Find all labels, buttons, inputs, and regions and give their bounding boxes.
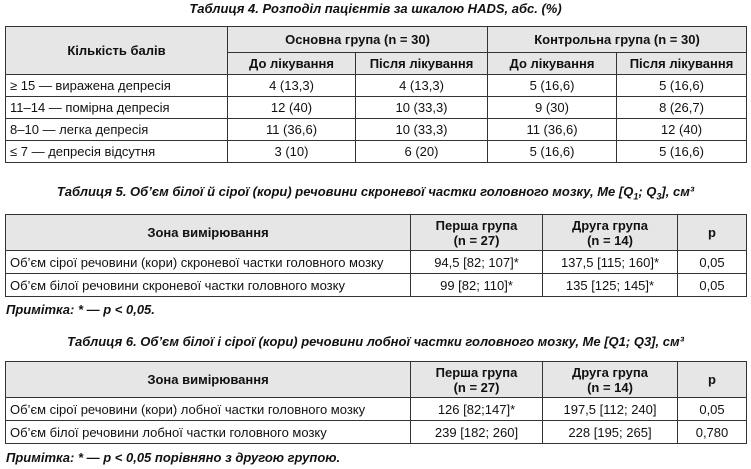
table-row xyxy=(6,398,747,421)
table5-header-zone: Зона вимірювання xyxy=(6,215,411,251)
table5-caption-sub: 1 xyxy=(633,191,639,202)
table6-header-group2-n: (n = 14) xyxy=(587,379,633,395)
table-row xyxy=(6,251,747,274)
table6-header-group1 xyxy=(411,362,543,398)
table6-cell: 197,5 [112; 240] xyxy=(543,398,678,421)
table4-cell: 9 (30) xyxy=(488,97,617,119)
table6-row-label: Об’єм сірої речовини (кори) лобної частки головного мозку xyxy=(6,398,411,421)
table5-header-group2-n: (n = 14) xyxy=(587,232,633,248)
table5-header-group1-name: Перша група xyxy=(435,217,518,233)
table4-header-main-after: Після лікування xyxy=(356,53,488,75)
table-row xyxy=(6,421,747,444)
table4-cell: 6 (20) xyxy=(356,141,488,163)
table5-note: Примітка: * — p < 0,05. xyxy=(6,302,155,317)
table6-row-label: Об’єм білої речовини лобної частки головного мозку xyxy=(6,421,411,444)
table5-caption xyxy=(0,184,751,205)
table4-cell: 5 (16,6) xyxy=(488,141,617,163)
table5-cell: 135 [125; 145]* xyxy=(543,274,678,297)
table6-header-group2-name: Друга група xyxy=(571,364,648,380)
table5-header-group2-name: Друга група xyxy=(571,217,648,233)
table4-header-main-before: До лікування xyxy=(228,53,356,75)
table4-row-label: 8–10 — легка депресія xyxy=(6,119,228,141)
table4-header-main-group: Основна група (n = 30) xyxy=(228,27,488,53)
table5-cell: 137,5 [115; 160]* xyxy=(543,251,678,274)
table4-cell: 11 (36,6) xyxy=(488,119,617,141)
table4-cell: 10 (33,3) xyxy=(356,97,488,119)
table6-header-group1-name: Перша група xyxy=(435,364,518,380)
table6-cell: 239 [182; 260] xyxy=(411,421,543,444)
table4-cell: 5 (16,6) xyxy=(488,75,617,97)
table4-row-label: 11–14 — помірна депресія xyxy=(6,97,228,119)
table6-header-zone: Зона вимірювання xyxy=(6,362,411,398)
table-row xyxy=(6,274,747,297)
table4-cell: 4 (13,3) xyxy=(356,75,488,97)
table-row xyxy=(6,97,747,119)
table4-cell: 4 (13,3) xyxy=(228,75,356,97)
table4-cell: 3 (10) xyxy=(228,141,356,163)
table6-cell: 0,05 xyxy=(678,398,747,421)
table-row xyxy=(6,119,747,141)
table6-cell: 0,780 xyxy=(678,421,747,444)
table5-cell: 0,05 xyxy=(678,251,747,274)
table4-row-label: ≥ 15 — виражена депресія xyxy=(6,75,228,97)
table5-header-p: p xyxy=(678,215,747,251)
table5-caption-part: ; Q xyxy=(638,184,657,199)
table5-cell: 0,05 xyxy=(678,274,747,297)
table4-caption: Таблиця 4. Розподіл пацієнтів за шкалою HADS, абс. (%) xyxy=(189,1,562,16)
table4 xyxy=(5,26,747,163)
table4-header-score: Кількість балів xyxy=(6,27,228,75)
table5-caption-part: ], см³ xyxy=(661,184,695,199)
table5-caption-part: Таблиця 5. Об’єм білої й сірої (кори) речовини скроневої частки головного мозку, Me [Q xyxy=(56,184,634,199)
table5 xyxy=(5,214,747,297)
table4-cell: 10 (33,3) xyxy=(356,119,488,141)
table4-header-control-group: Контрольна група (n = 30) xyxy=(488,27,747,53)
table6 xyxy=(5,361,747,444)
table5-header-group2 xyxy=(543,215,678,251)
table6-header-group1-n: (n = 27) xyxy=(453,379,500,395)
table-row xyxy=(6,75,747,97)
table-row xyxy=(6,141,747,163)
table4-cell: 12 (40) xyxy=(617,119,747,141)
table4-cell: 11 (36,6) xyxy=(228,119,356,141)
table5-caption-sub: 3 xyxy=(656,191,662,202)
table4-cell: 12 (40) xyxy=(228,97,356,119)
table6-note: Примітка: * — p < 0,05 порівняно з другою групою. xyxy=(6,450,341,465)
table6-caption: Таблиця 6. Об’єм білої і сірої (кори) речовини лобної частки головного мозку, Me [Q1; Q3], см³ xyxy=(67,334,684,349)
table4-row-label: ≤ 7 — депресія відсутня xyxy=(6,141,228,163)
table4-cell: 5 (16,6) xyxy=(617,75,747,97)
table5-row-label: Об’єм сірої речовини (кори) скроневої частки головного мозку xyxy=(6,251,411,274)
table5-row-label: Об’єм білої речовини скроневої частки головного мозку xyxy=(6,274,411,297)
table5-header-group1 xyxy=(411,215,543,251)
table5-cell: 99 [82; 110]* xyxy=(411,274,543,297)
table5-cell: 94,5 [82; 107]* xyxy=(411,251,543,274)
table6-cell: 126 [82;147]* xyxy=(411,398,543,421)
table6-header-p: p xyxy=(678,362,747,398)
table5-header-group1-n: (n = 27) xyxy=(453,232,500,248)
table4-header-control-before: До лікування xyxy=(488,53,617,75)
table4-header-control-after: Після лікування xyxy=(617,53,747,75)
table6-cell: 228 [195; 265] xyxy=(543,421,678,444)
table4-cell: 8 (26,7) xyxy=(617,97,747,119)
table6-header-group2 xyxy=(543,362,678,398)
table4-cell: 5 (16,6) xyxy=(617,141,747,163)
